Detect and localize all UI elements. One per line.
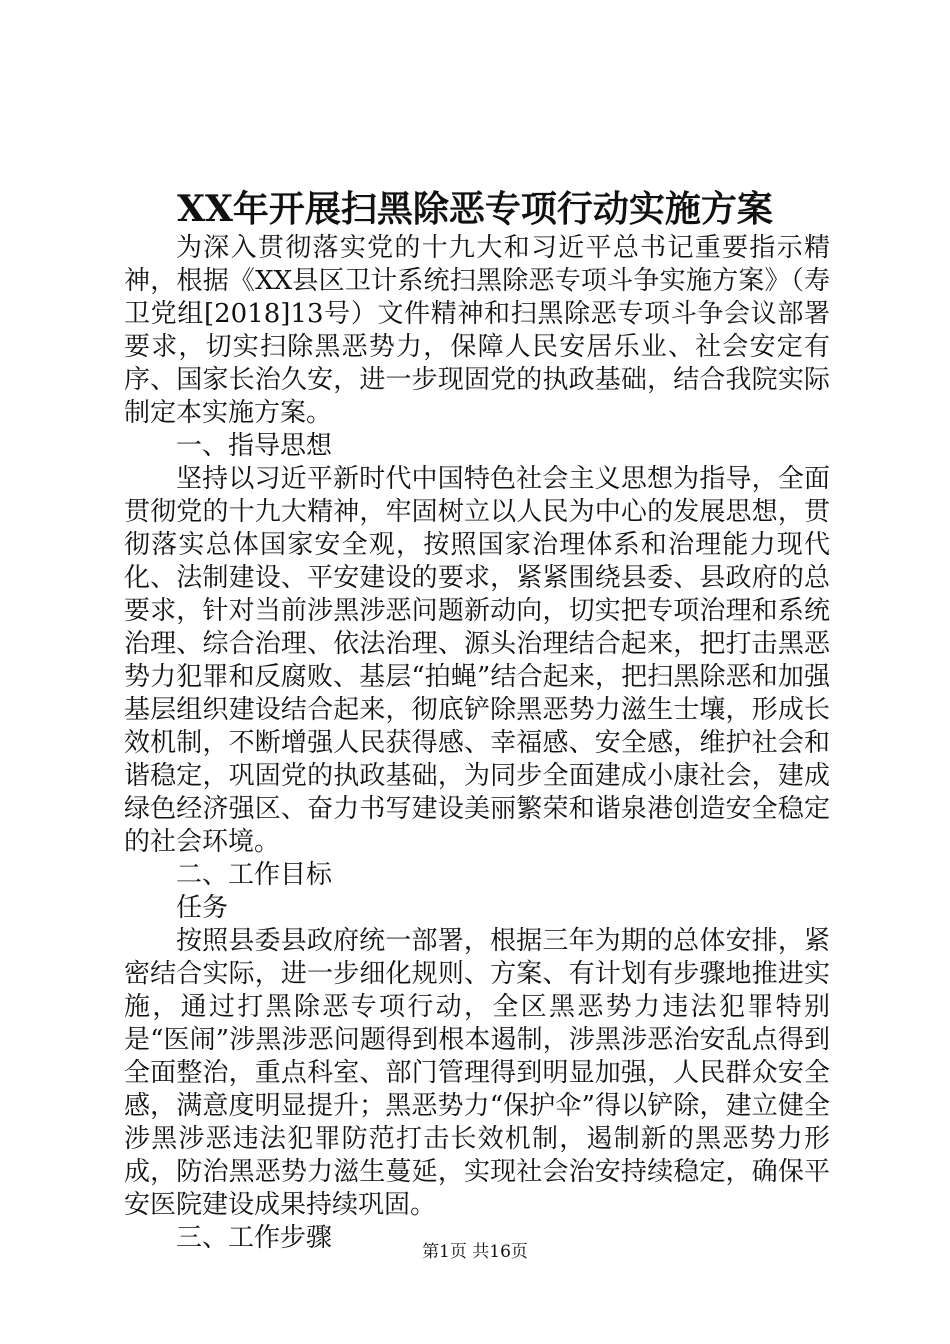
section-heading-guiding-ideology: 一、指导思想 [176, 431, 333, 461]
section-heading-work-steps: 三、工作步骤 [176, 1223, 333, 1253]
document-body [124, 232, 830, 1255]
subheading-tasks: 任务 [176, 893, 229, 923]
section-heading-work-goals: 二、工作目标 [176, 860, 333, 890]
intro-paragraph: 为深入贯彻落实党的十九大和习近平总书记重要指示精神，根据《XX县区卫计系统扫黑除恶专项斗争实施方案》（寿卫党组[2018]13号）文件精神和扫黑除恶专项斗争会议部署要求，切实扫除黑恶势力，保障人民安居乐业、社会安定有序、国家长治久安，进一步现固党的执政基础，结合我院实际制定本实施方案。 [124, 233, 830, 428]
guiding-ideology-paragraph: 坚持以习近平新时代中国特色社会主义思想为指导，全面贯彻党的十九大精神，牢固树立以人民为中心的发展思想，贯彻落实总体国家安全观，按照国家治理体系和治理能力现代化、法制建设、平安建设的要求，紧紧围绕县委、县政府的总要求，针对当前涉黑涉恶问题新动向，切实把专项治理和系统治理、综合治理、依法治理、源头治理结合起来，把打击黑恶势力犯罪和反腐败、基层“拍蝇”结合起来，把扫黑除恶和加强基层组织建设结合起来，彻底铲除黑恶势力滋生士壤，形成长效机制，不断增强人民获得感、幸福感、安全感，维护社会和谐稳定，巩固党的执政基础，为同步全面建成小康社会，建成绿色经济强区、奋力书写建设美丽繁荣和谐泉港创造安全稳定的社会环境。 [124, 464, 830, 857]
document-title: XX年开展扫黑除恶专项行动实施方案 [177, 188, 773, 230]
tasks-paragraph: 按照县委县政府统一部署，根据三年为期的总体安排，紧密结合实际，进一步细化规则、方案、有计划有步骤地推进实施，通过打黑除恶专项行动，全区黑恶势力违法犯罪特别是“医闹”涉黑涉恶问题得到根本遏制，涉黑涉恶治安乱点得到全面整治，重点科室、部门管理得到明显加强，人民群众安全感，满意度明显提升；黑恶势力“保护伞”得以铲除，建立健全涉黑涉恶违法犯罪防范打击长效机制，遏制新的黑恶势力形成，防治黑恶势力滋生蔓延，实现社会治安持续稳定，确保平安医院建设成果持续巩固。 [124, 926, 830, 1220]
page-number-footer: 第1页 共16页 [422, 1242, 528, 1262]
